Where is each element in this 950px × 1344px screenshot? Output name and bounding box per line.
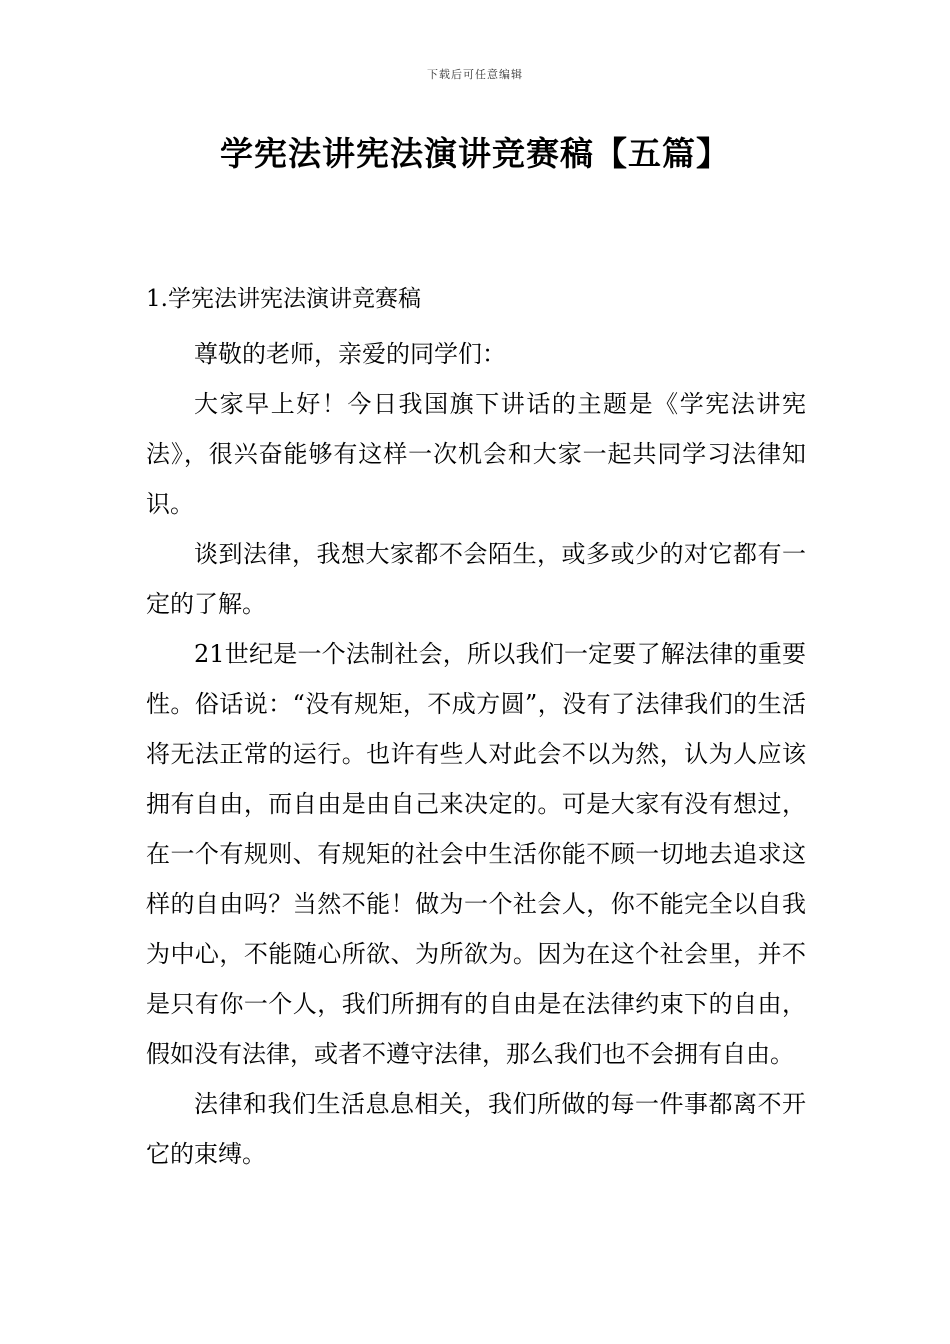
header-note: 下载后可任意编辑 (427, 68, 523, 81)
body-paragraph: 大家早上好！今日我国旗下讲话的主题是《学宪法讲宪法》，很兴奋能够有这样一次机会和大家一起共同学习法律知识。 (146, 390, 806, 518)
body-paragraph: 21世纪是一个法制社会，所以我们一定要了解法律的重要性。俗话说：“没有规矩，不成方圆”，没有了法律我们的生活将无法正常的运行。也许有些人对此会不以为然，认为人应该拥有自由，而自由是由自己来决定的。可是大家有没有想过，在一个有规则、有规矩的社会中生活你能不顾一切地去追求这样的自由吗？当然不能！做为一个社会人，你不能完全以自我为中心，不能随心所欲、为所欲为。因为在这个社会里，并不是只有你一个人，我们所拥有的自由是在法律约束下的自由，假如没有法律，或者不遵守法律，那么我们也不会拥有自由。 (146, 640, 806, 1068)
section-heading: 1.学宪法讲宪法演讲竞赛稿 (146, 286, 421, 312)
body-paragraph: 谈到法律，我想大家都不会陌生，或多或少的对它都有一定的了解。 (146, 540, 806, 618)
salutation-paragraph: 尊敬的老师，亲爱的同学们： (194, 340, 506, 368)
document-title: 学宪法讲宪法演讲竞赛稿【五篇】 (220, 134, 730, 173)
body-paragraph: 法律和我们生活息息相关，我们所做的每一件事都离不开它的束缚。 (146, 1090, 806, 1168)
document-body (146, 279, 806, 1179)
